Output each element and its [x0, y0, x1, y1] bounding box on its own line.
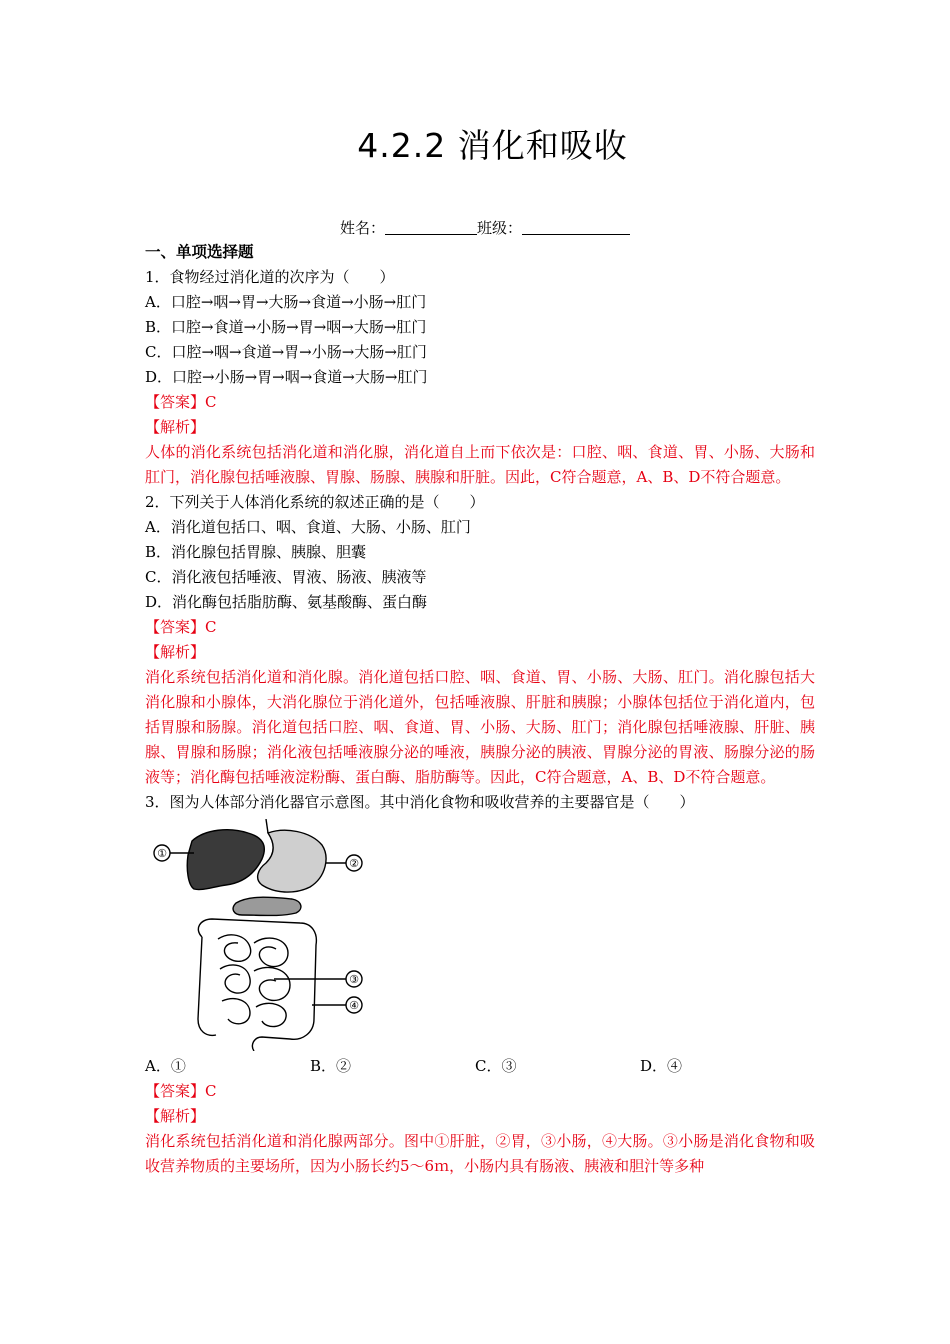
q3-analysis: 消化系统包括消化道和消化腺两部分。图中①肝脏，②胃，③小肠，④大肠。③小肠是消化食物和吸收营养物质的主要场所，因为小肠长约5～6ｍ，小肠内具有肠液、胰液和胆汁等多种	[145, 1132, 815, 1175]
figure-label-4: ④	[349, 999, 359, 1012]
q1-option-a: A．口腔→咽→胃→大肠→食道→小肠→肛门	[145, 293, 427, 311]
q2-option-c: C．消化液包括唾液、胃液、肠液、胰液等	[145, 568, 427, 586]
q1-answer: 【答案】C	[145, 393, 217, 411]
name-blank[interactable]	[385, 220, 477, 235]
q1-option-b: B．口腔→食道→小肠→胃→咽→大肠→肛门	[145, 318, 427, 336]
digestive-organs-diagram	[150, 819, 370, 1051]
class-blank[interactable]	[522, 220, 630, 235]
small-intestine-shape	[218, 935, 290, 1027]
digestive-system-figure	[145, 819, 815, 1054]
q1-stem: 1．食物经过消化道的次序为（ ）	[145, 268, 395, 286]
q3-option-b: B．②	[310, 1057, 352, 1075]
large-intestine-shape	[198, 919, 316, 1051]
name-label: 姓名：	[340, 219, 386, 237]
q1-analysis: 人体的消化系统包括消化道和消化腺，消化道自上而下依次是：口腔、咽、食道、胃、小肠、大肠和肛门，消化腺包括唾液腺、胃腺、肠腺、胰腺和肝脏。因此，C符合题意，A、B、D不符合题意。	[145, 443, 815, 486]
figure-label-2: ②	[349, 857, 359, 870]
q3-analysis-label: 【解析】	[145, 1107, 206, 1125]
q1-option-c: C．口腔→咽→食道→胃→小肠→大肠→肛门	[145, 343, 427, 361]
q3-option-a: A．①	[145, 1057, 186, 1075]
liver-shape	[187, 830, 264, 890]
question-content	[145, 240, 815, 1179]
student-info-line	[340, 217, 630, 238]
q1-analysis-label: 【解析】	[145, 418, 206, 436]
q3-option-d: D．④	[640, 1057, 683, 1075]
q3-answer: 【答案】C	[145, 1082, 217, 1100]
q3-options-row	[145, 1054, 815, 1079]
q2-stem: 2．下列关于人体消化系统的叙述正确的是（ ）	[145, 493, 485, 511]
figure-label-3: ③	[349, 973, 359, 986]
stomach-shape	[258, 830, 326, 892]
q2-option-d: D．消化酶包括脂肪酶、氨基酸酶、蛋白酶	[145, 593, 428, 611]
figure-label-1: ①	[157, 847, 167, 860]
esophagus-shape	[266, 819, 268, 833]
q1-option-d: D．口腔→小肠→胃→咽→食道→大肠→肛门	[145, 368, 428, 386]
q2-analysis: 消化系统包括消化道和消化腺。消化道包括口腔、咽、食道、胃、小肠、大肠、肛门。消化腺包括大消化腺和小腺体，大消化腺位于消化道外，包括唾液腺、肝脏和胰腺；小腺体包括位于消化道内，包括胃腺和肠腺。消化道包括口腔、咽、食道、胃、小肠、大肠、肛门；消化腺包括唾液腺、肝脏、胰腺、胃腺和肠腺；消化液包括唾液腺分泌的唾液，胰腺分泌的胰液、胃腺分泌的胃液、肠腺分泌的肠液等；消化酶包括唾液淀粉酶、蛋白酶、脂肪酶等。因此，C符合题意，A、B、D不符合题意。	[145, 668, 815, 786]
pancreas-shape	[233, 897, 301, 915]
class-label: 班级：	[477, 219, 523, 237]
section-heading: 一、单项选择题	[145, 243, 254, 261]
q2-option-a: A．消化道包括口、咽、食道、大肠、小肠、肛门	[145, 518, 471, 536]
q3-option-c: C．③	[475, 1057, 517, 1075]
page-title: 4.2.2 消化和吸收	[357, 126, 628, 165]
q2-option-b: B．消化腺包括胃腺、胰腺、胆囊	[145, 543, 367, 561]
q2-answer: 【答案】C	[145, 618, 217, 636]
q2-analysis-label: 【解析】	[145, 643, 206, 661]
q3-stem: 3．图为人体部分消化器官示意图。其中消化食物和吸收营养的主要器官是（ ）	[145, 793, 695, 811]
